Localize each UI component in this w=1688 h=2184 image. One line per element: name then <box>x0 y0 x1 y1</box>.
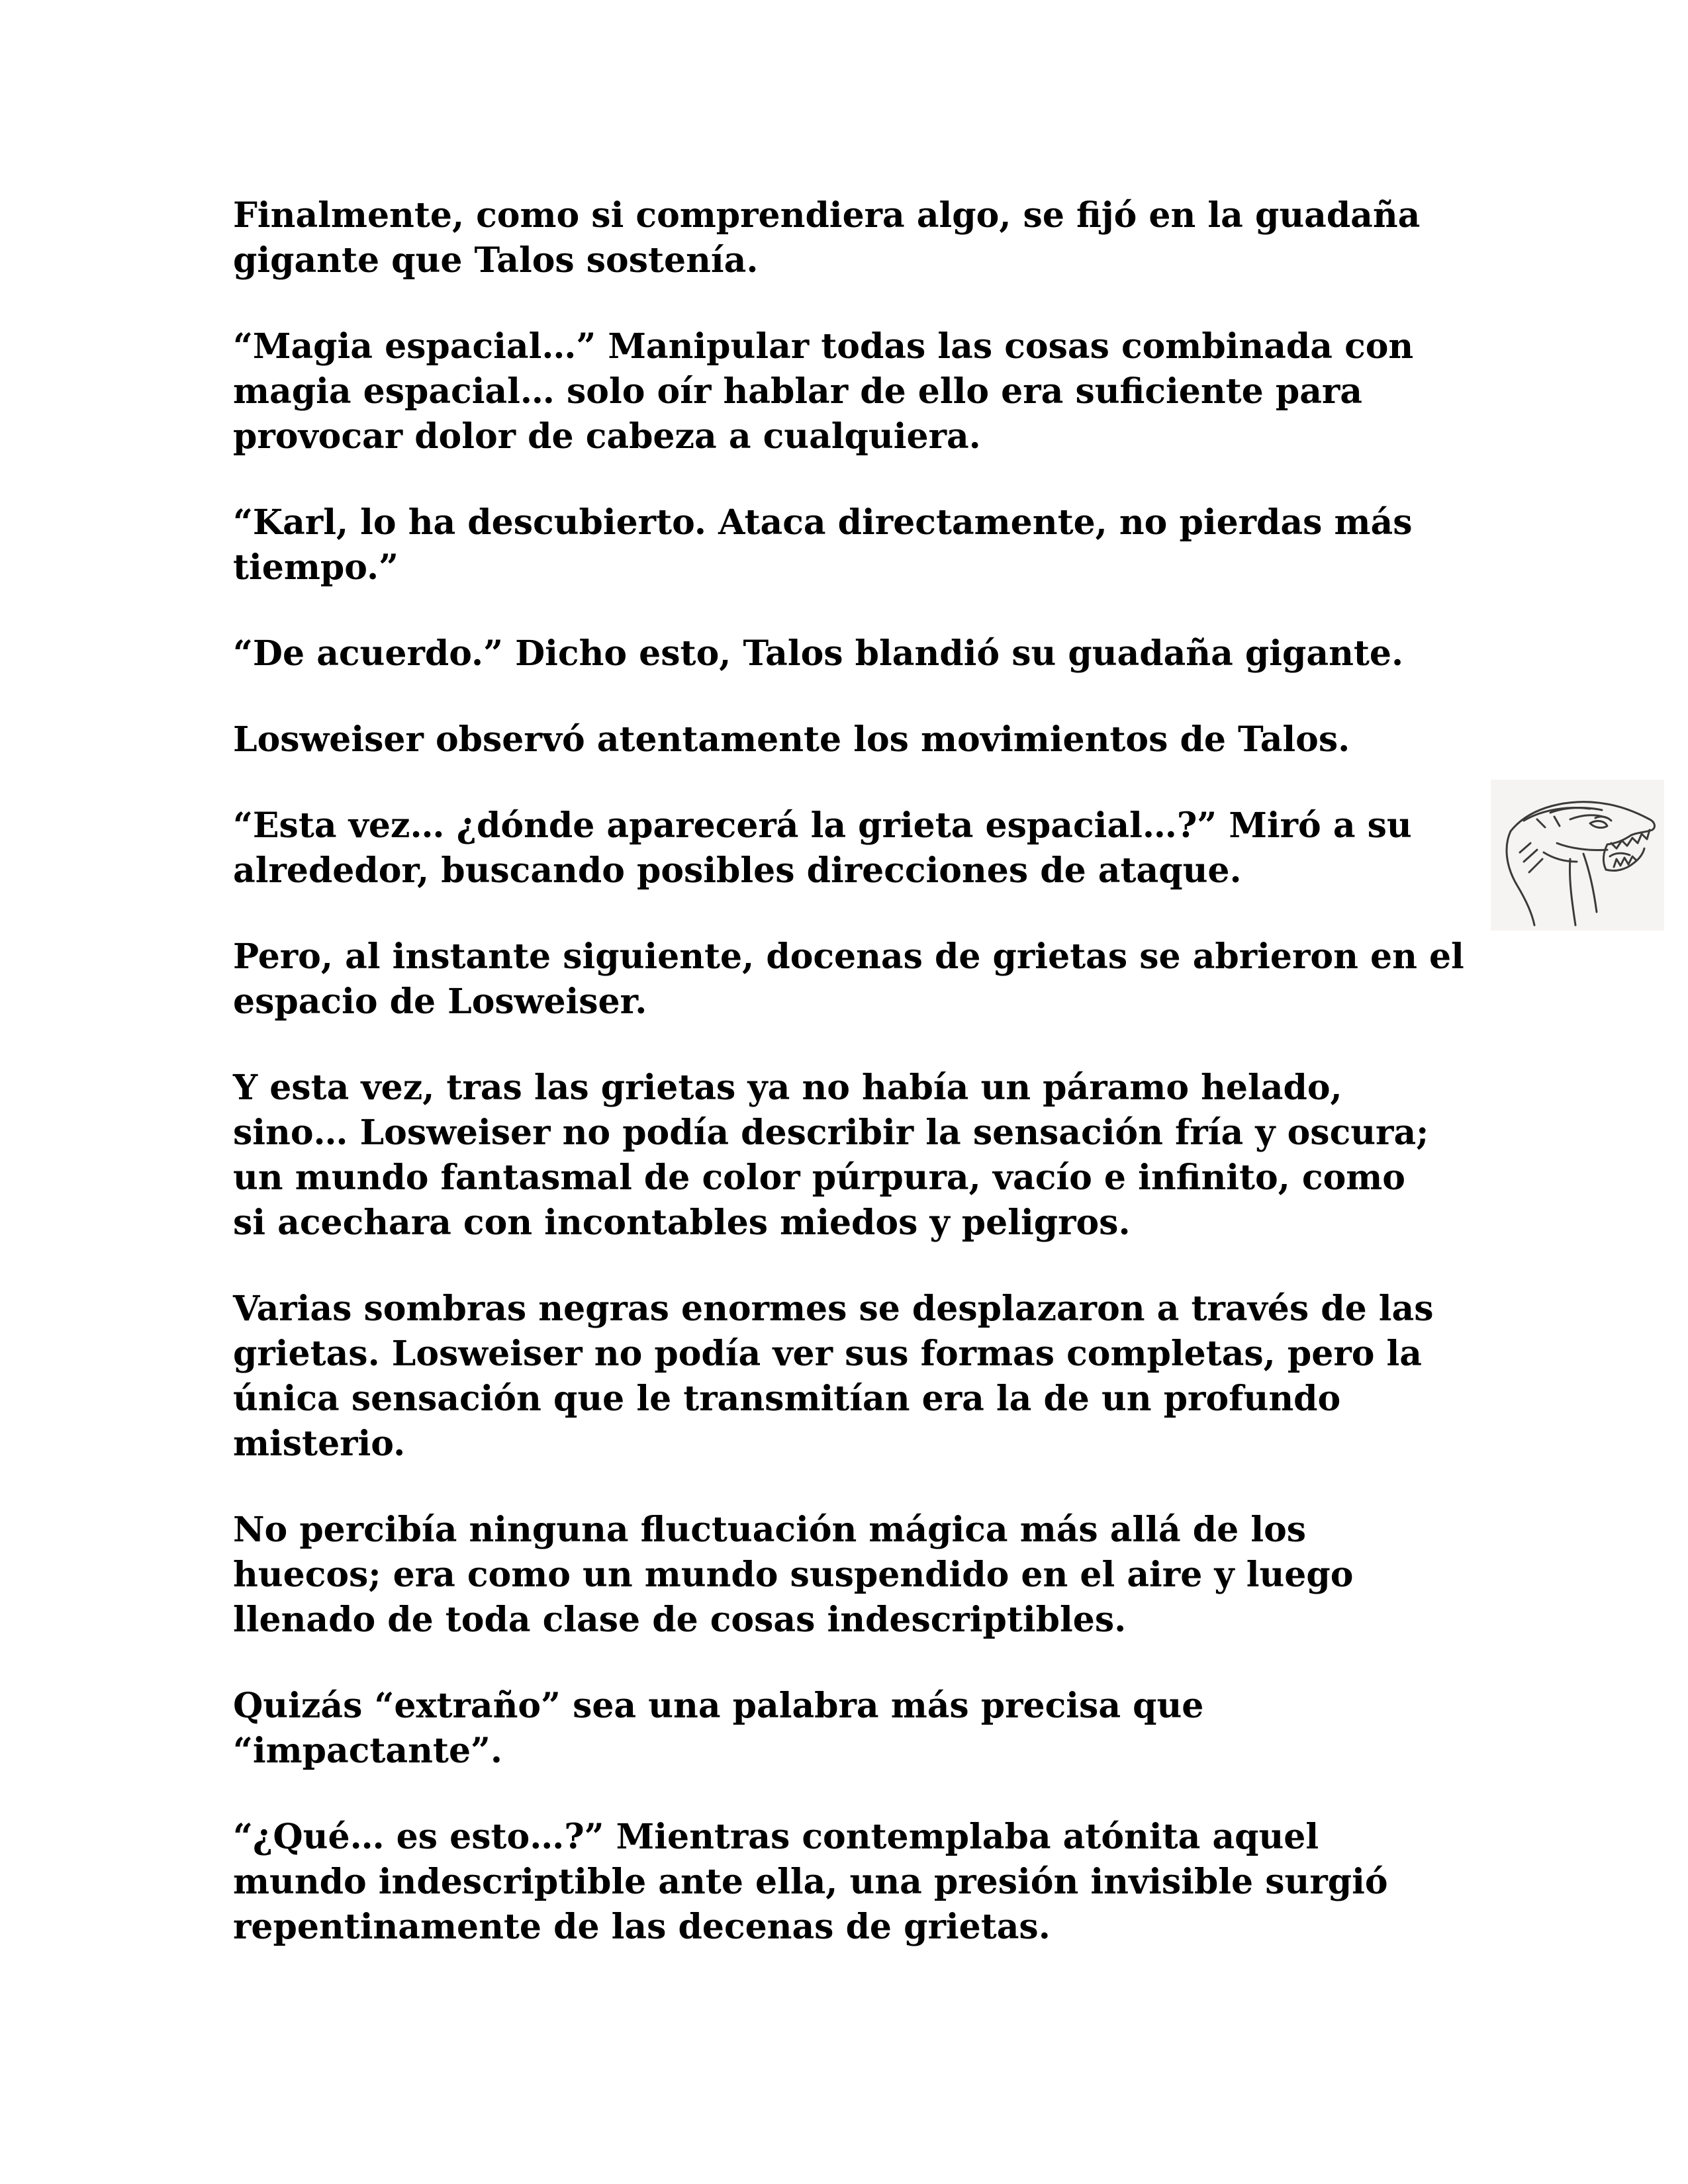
paragraph <box>233 1066 1477 1246</box>
text-line: “Esta vez… ¿dónde aparecerá la grieta espacial…?” Miró a su <box>233 805 1412 846</box>
paragraph <box>233 324 1477 459</box>
paragraph <box>233 500 1477 590</box>
text-line: “De acuerdo.” Dicho esto, Talos blandió su guadaña gigante. <box>233 633 1404 674</box>
text-line: única sensación que le transmitían era la de un profundo <box>233 1379 1341 1419</box>
text-line: gigante que Talos sostenía. <box>233 240 759 281</box>
dinosaur-head-sketch-icon <box>1491 780 1664 931</box>
text-line: espacio de Losweiser. <box>233 981 647 1022</box>
text-line: si acechara con incontables miedos y peligros. <box>233 1203 1131 1243</box>
text-line: Finalmente, como si comprendiera algo, se fijó en la guadaña <box>233 195 1421 236</box>
text-line: grietas. Losweiser no podía ver sus formas completas, pero la <box>233 1334 1422 1374</box>
text-line: Pero, al instante siguiente, docenas de grietas se abrieron en el <box>233 936 1464 977</box>
text-line: “Karl, lo ha descubierto. Ataca directamente, no pierdas más <box>233 502 1413 543</box>
text-line: Losweiser observó atentamente los movimientos de Talos. <box>233 719 1350 760</box>
paragraph <box>233 1508 1477 1643</box>
text-line: “impactante”. <box>233 1731 503 1771</box>
paragraph <box>233 717 1477 762</box>
text-line: sino… Losweiser no podía describir la sensación fría y oscura; <box>233 1113 1429 1153</box>
text-line: repentinamente de las decenas de grietas. <box>233 1907 1051 1947</box>
text-line: mundo indescriptible ante ella, una presión invisible surgió <box>233 1862 1388 1902</box>
text-line: alrededor, buscando posibles direcciones de ataque. <box>233 850 1242 891</box>
text-line: “Magia espacial…” Manipular todas las cosas combinada con <box>233 326 1414 367</box>
text-line: “¿Qué… es esto…?” Mientras contemplaba atónita aquel <box>233 1817 1319 1857</box>
document-body <box>233 193 1477 1991</box>
paragraph <box>233 631 1477 676</box>
text-line: un mundo fantasmal de color púrpura, vacío e infinito, como <box>233 1158 1405 1198</box>
paragraph <box>233 193 1477 283</box>
text-line: huecos; era como un mundo suspendido en el aire y luego <box>233 1555 1354 1595</box>
paragraph <box>233 803 1477 893</box>
text-line: Varias sombras negras enormes se desplazaron a través de las <box>233 1289 1434 1329</box>
text-line: provocar dolor de cabeza a cualquiera. <box>233 416 981 457</box>
paragraph <box>233 1815 1477 1950</box>
paragraph <box>233 1684 1477 1774</box>
paragraph <box>233 934 1477 1024</box>
text-line: misterio. <box>233 1424 406 1464</box>
text-line: magia espacial… solo oír hablar de ello era suficiente para <box>233 371 1362 412</box>
text-line: llenado de toda clase de cosas indescriptibles. <box>233 1600 1127 1640</box>
paragraph <box>233 1287 1477 1467</box>
text-line: No percibía ninguna fluctuación mágica más allá de los <box>233 1510 1307 1550</box>
text-line: tiempo.” <box>233 547 399 588</box>
text-line: Y esta vez, tras las grietas ya no había un páramo helado, <box>233 1068 1342 1108</box>
text-line: Quizás “extraño” sea una palabra más precisa que <box>233 1686 1204 1726</box>
